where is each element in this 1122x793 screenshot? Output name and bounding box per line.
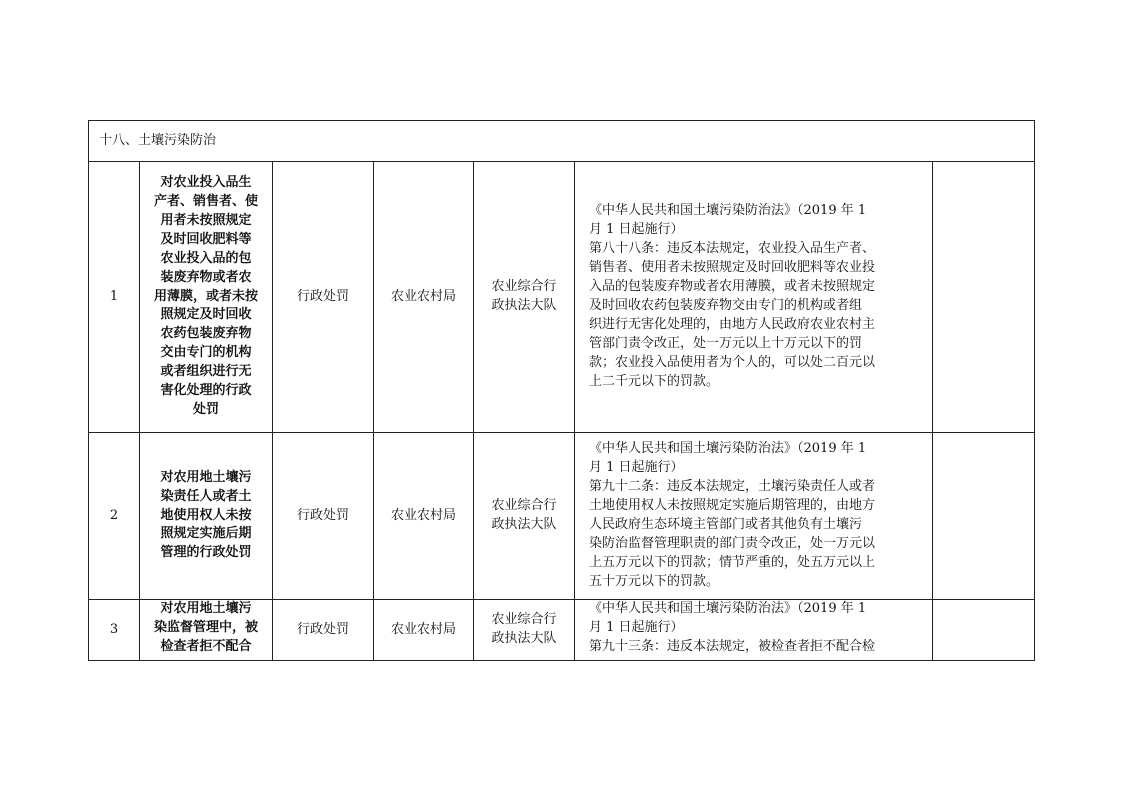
text-line: 农业投入品的包 (160, 250, 252, 266)
text-line: 对农业投入品生 (160, 175, 252, 191)
text-line: 产者、销售者、使 (153, 194, 258, 210)
executing-body (474, 433, 575, 600)
text-line: 农业综合行 (491, 279, 557, 295)
text-line: 管理的行政处罚 (160, 545, 252, 561)
text-line: 检查者拒不配合 (160, 638, 252, 654)
text-line: 政执法大队 (491, 631, 557, 646)
text-line: 用者未按照规定 (160, 212, 252, 228)
text-line: 上二千元以下的罚款。 (589, 373, 720, 389)
text-line: 用薄膜，或者未按 (153, 288, 258, 304)
text-line: 款；农业投入品使用者为个人的，可以处二百元以 (589, 354, 876, 370)
item-name (140, 600, 273, 661)
text-line: 月 1 日起施行） (589, 619, 684, 635)
department: 农业农村局 (374, 433, 474, 600)
text-line: 政执法大队 (491, 517, 557, 532)
text-line: 装废弃物或者农 (160, 269, 252, 285)
text-line: 月 1 日起施行） (589, 222, 684, 238)
remarks (933, 433, 1035, 600)
text-line: 及时回收农药包装废弃物交由专门的机构或者组 (589, 298, 863, 313)
remarks (933, 600, 1035, 661)
remarks (933, 162, 1035, 433)
text-line: 人民政府生态环境主管部门或者其他负有土壤污 (589, 517, 863, 532)
text-line: 染责任人或者土 (160, 488, 252, 504)
text-line: 照规定实施后期 (160, 526, 252, 542)
text-line: 土地使用权人未按照规定实施后期管理的，由地方 (589, 498, 876, 514)
legal-basis (575, 600, 933, 661)
text-line: 《中华人民共和国土壤污染防治法》（2019 年 1 (589, 203, 867, 219)
table-row (89, 162, 1035, 433)
text-line: 入品的包装废弃物或者农用薄膜，或者未按照规定 (589, 279, 876, 295)
text-line: 五十万元以下的罚款。 (589, 573, 720, 589)
table-row (89, 600, 1035, 661)
text-line: 农业综合行 (491, 612, 557, 628)
section-title: 十八、土壤污染防治 (89, 121, 1035, 162)
text-line: 第八十八条：违反本法规定，农业投入品生产者、 (589, 241, 876, 257)
power-type: 行政处罚 (273, 162, 374, 433)
executing-body (474, 162, 575, 433)
item-number: 2 (89, 433, 140, 600)
text-line: 上五万元以下的罚款；情节严重的，处五万元以上 (589, 554, 876, 570)
text-line: 或者组织进行无 (160, 364, 252, 380)
executing-body (474, 600, 575, 661)
text-line: 农业综合行 (491, 498, 557, 514)
item-number: 1 (89, 162, 140, 433)
legal-basis (575, 433, 933, 600)
text-line: 织进行无害化处理的，由地方人民政府农业农村主 (589, 316, 876, 332)
item-name (140, 162, 273, 433)
legal-basis (575, 162, 933, 433)
text-line: 销售者、使用者未按照规定及时回收肥料等农业投 (589, 260, 876, 276)
text-line: 《中华人民共和国土壤污染防治法》（2019 年 1 (589, 441, 867, 457)
power-type: 行政处罚 (273, 600, 374, 661)
item-name (140, 433, 273, 600)
text-line: 处罚 (192, 401, 219, 417)
text-line: 第九十二条：违反本法规定，土壤污染责任人或者 (589, 479, 876, 495)
text-line: 染监督管理中，被 (153, 619, 258, 635)
text-line: 第九十三条：违反本法规定，被检查者拒不配合检 (589, 638, 876, 654)
text-line: 政执法大队 (491, 298, 557, 313)
enforcement-table (88, 120, 1035, 661)
department: 农业农村局 (374, 162, 474, 433)
text-line: 害化处理的行政 (160, 383, 252, 399)
text-line: 农药包装废弃物 (160, 326, 252, 342)
text-line: 交由专门的机构 (160, 345, 252, 361)
text-line: 月 1 日起施行） (589, 460, 684, 476)
department: 农业农村局 (374, 600, 474, 661)
text-line: 《中华人民共和国土壤污染防治法》（2019 年 1 (589, 601, 867, 616)
table-row (89, 433, 1035, 600)
power-type: 行政处罚 (273, 433, 374, 600)
text-line: 染防治监督管理职责的部门责令改正，处一万元以 (589, 535, 876, 551)
section-header-row (89, 121, 1035, 162)
text-line: 照规定及时回收 (160, 307, 252, 323)
item-number: 3 (89, 600, 140, 661)
text-line: 地使用权人未按 (160, 507, 252, 523)
text-line: 及时回收肥料等 (160, 231, 252, 247)
text-line: 管部门责令改正，处一万元以上十万元以下的罚 (589, 335, 863, 351)
text-line: 对农用地土壤污 (160, 601, 252, 616)
text-line: 对农用地土壤污 (160, 469, 252, 485)
